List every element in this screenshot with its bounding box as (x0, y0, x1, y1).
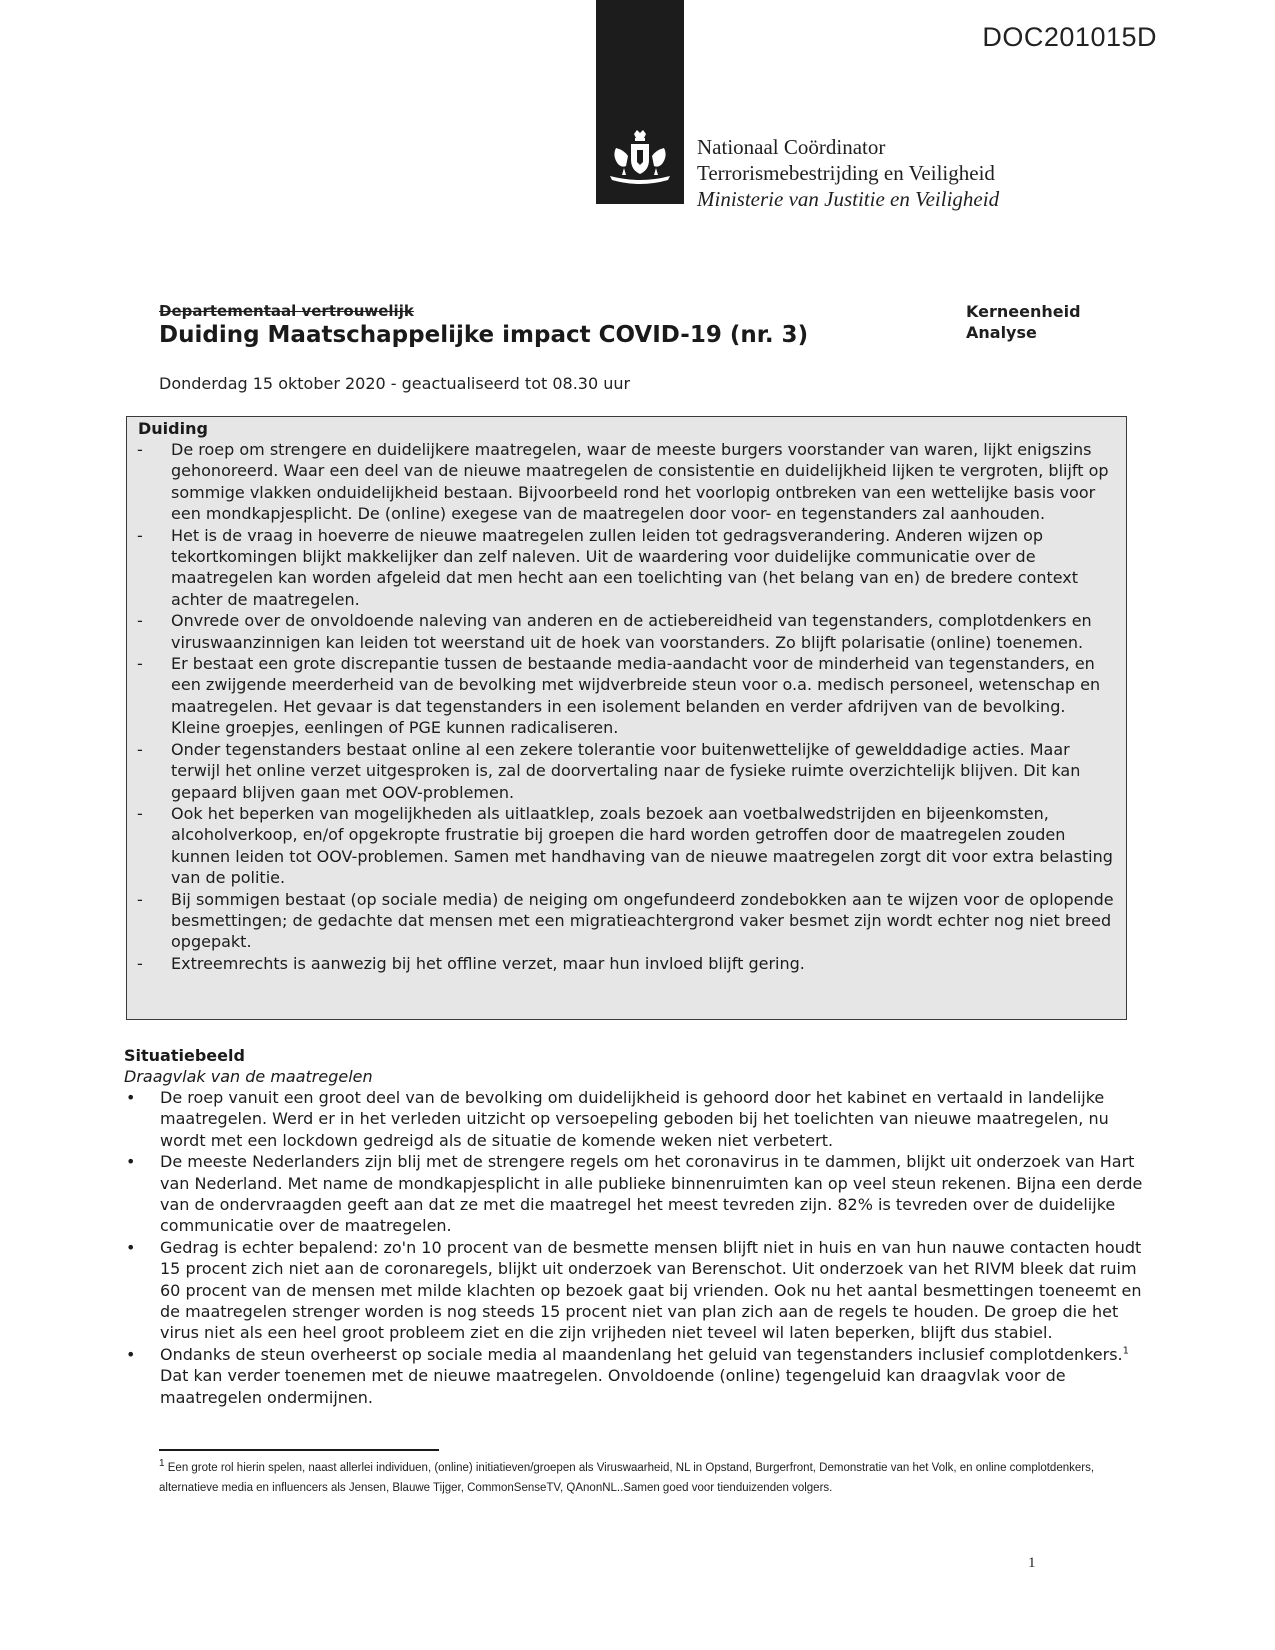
bullet-marker: • (126, 1088, 136, 1107)
situatiebeeld-item (124, 1151, 1154, 1237)
duiding-item-text: Onder tegenstanders bestaat online al een zekere tolerantie voor buitenwettelijke of gewelddadige acties. Maar terwijl het online verzet uitgesproken is, zal de doorvertaling naar de fysieke ruimte overzichtelijk blijven. Dit kan gepaard blijven gaan met OOV-problemen. (171, 739, 1081, 802)
situatiebeeld-item-text-continued: Dat kan verder toenemen met de nieuwe maatregelen. Onvoldoende (online) tegengeluid kan draagvlak voor de maatregelen ondermijnen. (160, 1366, 1066, 1407)
duiding-item-text: De roep om strengere en duidelijkere maatregelen, waar de meeste burgers voorstander van waren, lijkt enigszins gehonoreerd. Waar een deel van de nieuwe maatregelen de consistentie en duidelijkheid lijken te vergroten, blijft op sommige vlakken onduidelijkheid bestaan. Bijvoorbeeld rond het voorlopig ontbreken van een wettelijke basis voor een mondkapjesplicht. De (online) exegese van de maatregelen door voor- en tegenstanders zal aanhouden. (171, 440, 1109, 524)
classification-label: Departementaal vertrouwelijk (159, 302, 414, 320)
duiding-item (135, 439, 1116, 525)
footnote (159, 1458, 1119, 1498)
organization-name (697, 134, 999, 212)
unit-line-1: Kerneenheid (966, 302, 1081, 321)
dash-marker: - (137, 525, 143, 545)
page-number: 1 (1028, 1555, 1036, 1571)
situatiebeeld-subheading: Draagvlak van de maatregelen (124, 1067, 373, 1086)
duiding-list (135, 439, 1116, 974)
situatiebeeld-item-text: De roep vanuit een groot deel van de bevolking om duidelijkheid is gehoord door het kabinet en vertaald in landelijke maatregelen. Werd er in het verleden uitzicht op versoepeling geboden bij het toelichten van nieuwe maatregelen, nu wordt met een lockdown gedreigd als de situatie de komende weken niet verbetert. (160, 1088, 1109, 1150)
dash-marker: - (137, 654, 143, 674)
organization-line-2: Terrorismebestrijding en Veiligheid (697, 161, 995, 185)
document-title: Duiding Maatschappelijke impact COVID-19 (nr. 3) (159, 322, 809, 348)
bullet-marker: • (126, 1152, 136, 1172)
duiding-item (135, 953, 1116, 974)
duiding-item-text: Ook het beperken van mogelijkheden als uitlaatklep, zoals bezoek aan voetbalwedstrijden en bijeenkomsten, alcoholverkoop, en/of opgekropte frustratie bij groepen die hard worden getroffen door de maatregelen zouden kunnen leiden tot OOV-problemen. Samen met handhaving van de nieuwe maatregelen zorgt dit voor extra belasting van de politie. (171, 803, 1113, 888)
bullet-marker: • (126, 1344, 136, 1364)
situatiebeeld-list (124, 1087, 1154, 1408)
footnote-number: 1 (159, 1458, 165, 1470)
duiding-item (135, 653, 1116, 739)
situatiebeeld-heading: Situatiebeeld (124, 1046, 245, 1065)
footnote-divider (159, 1449, 439, 1451)
unit-line-2: Analyse (966, 323, 1037, 342)
organization-line-1: Nationaal Coördinator (697, 135, 886, 159)
dash-marker: - (137, 611, 143, 631)
unit-label (966, 301, 1081, 343)
duiding-box (126, 416, 1127, 1020)
dash-marker: - (137, 440, 143, 459)
duiding-item (135, 889, 1116, 953)
situatiebeeld-item-text: Gedrag is echter bepalend: zo'n 10 procent van de besmette mensen blijft niet in huis en van hun nauwe contacten houdt 15 procent zich niet aan de coronaregels, blijkt uit onderzoek van Berenschot. Uit onderzoek van het RIVM bleek dat ruim 60 procent van de mensen met milde klachten op bezoek gaat bij vrienden. Ook nu het aantal besmettingen toeneemt en de maatregelen strenger worden is nog steeds 15 procent niet van plan zich aan de regels te houden. De groep die het virus niet als een heel groot probleem ziet en die zijn vrijheden niet teveel wil laten beperken, blijft dus stabiel. (160, 1237, 1142, 1343)
duiding-item-text: Er bestaat een grote discrepantie tussen de bestaande media-aandacht voor de minderheid van tegenstanders, en een zwijgende meerderheid van de bevolking met wijdverbreide steun voor o.a. medisch personeel, wetenschap en maatregelen. Het gevaar is dat tegenstanders in een isolement belanden en verder afdrijven van de bevolking. Kleine groepjes, eenlingen of PGE kunnen radicaliseren. (171, 654, 1101, 738)
duiding-item-text: Extreemrechts is aanwezig bij het offline verzet, maar hun invloed blijft gering. (171, 953, 805, 973)
situatiebeeld-item (124, 1344, 1154, 1408)
situatiebeeld-item (124, 1087, 1154, 1151)
dash-marker: - (137, 889, 143, 909)
duiding-heading: Duiding (138, 419, 208, 438)
royal-coat-of-arms-icon (604, 128, 676, 188)
duiding-item-text: Onvrede over de onvoldoende naleving van anderen en de actiebereidheid van tegenstanders, complotdenkers en viruswaanzinnigen kan leiden tot weerstand uit de hoek van voorstanders. Zo blijft polarisatie (online) toenemen. (171, 611, 1092, 652)
duiding-item-text: Het is de vraag in hoeverre de nieuwe maatregelen zullen leiden tot gedragsverandering. Anderen wijzen op tekortkomingen blijkt makkelijker dan zelf naleven. Uit de waardering voor duidelijke communicatie over de maatregelen kan worden afgeleid dat men hecht aan een toelichting van (het belang van en) de bredere context achter de maatregelen. (171, 525, 1079, 609)
footnote-reference[interactable]: 1 (1122, 1345, 1130, 1357)
duiding-item (135, 739, 1116, 803)
situatiebeeld-item-text: Ondanks de steun overheerst op sociale media al maandenlang het geluid van tegenstanders inclusief complotdenkers. (160, 1344, 1123, 1364)
dash-marker: - (137, 739, 143, 759)
situatiebeeld-item-text: De meeste Nederlanders zijn blij met de strengere regels om het coronavirus in te dammen, blijkt uit onderzoek van Hart van Nederland. Met name de mondkapjesplicht in alle publieke binnenruimten kan op veel steun rekenen. Bijna een derde van de ondervraagden geeft aan dat ze met die maatregel het meest tevreden zijn. 82% is tevreden over de duidelijke communicatie over de maatregelen. (160, 1152, 1143, 1236)
dash-marker: - (137, 953, 143, 973)
dash-marker: - (137, 803, 143, 823)
duiding-item (135, 803, 1116, 889)
logo-bar (596, 0, 684, 204)
ministry-name: Ministerie van Justitie en Veiligheid (697, 187, 1000, 211)
duiding-item (135, 610, 1116, 653)
bullet-marker: • (126, 1237, 136, 1257)
situatiebeeld-item (124, 1237, 1154, 1344)
situatiebeeld-section (124, 1045, 1154, 1408)
footnote-text: Een grote rol hierin spelen, naast allerlei individuen, (online) initiatieven/groepen als Viruswaarheid, NL in Opstand, Burgerfront, Demonstratie van het Volk, en online complotdenkers, alternatieve media en influencers als Jensen, Blauwe Tijger, CommonSenseTV, QAnonNL..Samen goed voor tienduizenden volgers. (159, 1462, 1095, 1494)
document-id: DOC201015D (982, 22, 1157, 52)
document-date: Donderdag 15 oktober 2020 - geactualiseerd tot 08.30 uur (159, 374, 631, 393)
duiding-item-text: Bij sommigen bestaat (op sociale media) de neiging om ongefundeerd zondebokken aan te wijzen voor de oplopende besmettingen; de gedachte dat mensen met een migratieachtergrond vaker besmet zijn wordt echter nog niet breed opgepakt. (171, 889, 1114, 952)
duiding-item (135, 525, 1116, 611)
